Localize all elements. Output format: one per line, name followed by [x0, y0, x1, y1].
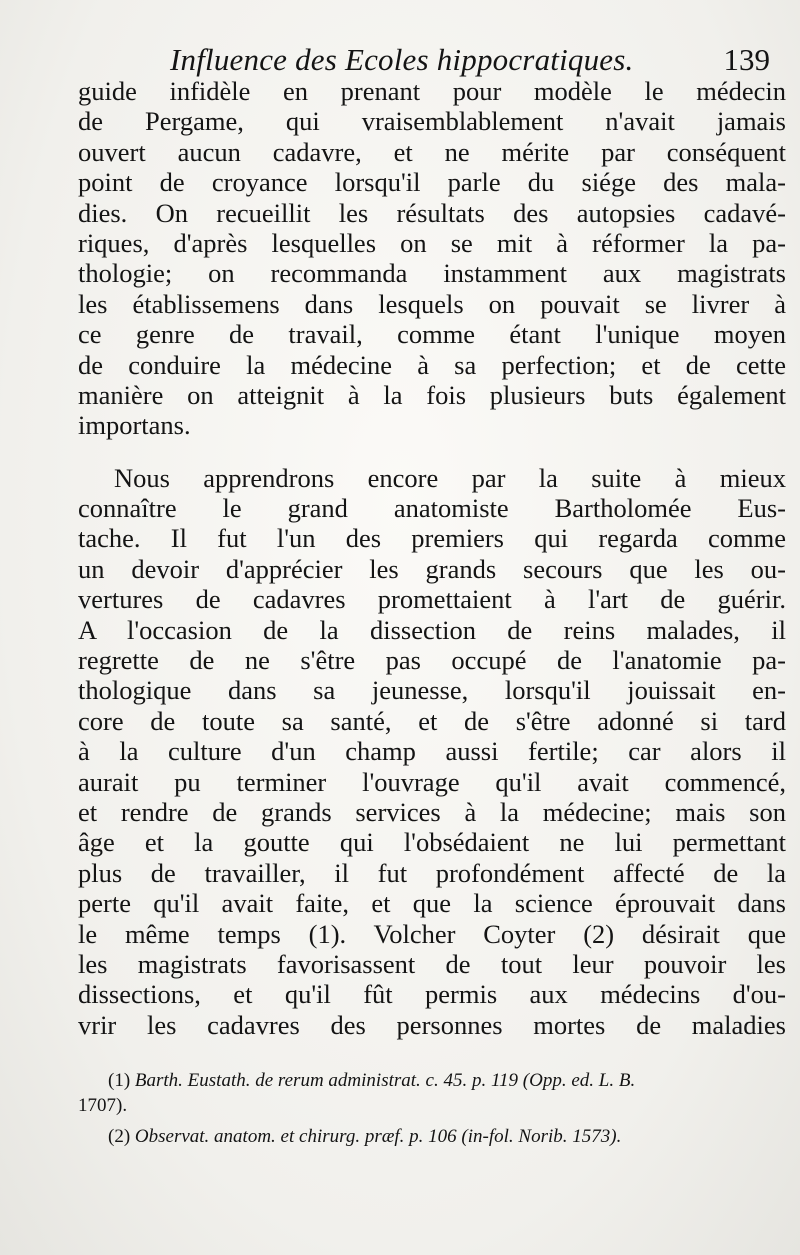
text-line: de Pergame, qui vraisemblablement n'avait jamais: [78, 106, 786, 137]
text-line: Nous apprendrons encore par la suite à mieux: [114, 462, 786, 493]
text-line: le même temps (1). Volcher Coyter (2) désirait que: [78, 918, 786, 949]
text-line: point de croyance lorsqu'il parle du siége des mala-: [78, 167, 786, 198]
text-line: thologie; on recommanda instamment aux magistrats: [78, 258, 786, 289]
text-line: A l'occasion de la dissection de reins malades, il: [78, 614, 786, 645]
footnote-marker: (2): [108, 1126, 131, 1147]
text-line: core de toute sa santé, et de s'être adonné si tard: [78, 705, 786, 736]
text-line: les établissemens dans lesquels on pouvait se livrer à: [78, 288, 786, 319]
text-line: vrir les cadavres des personnes mortes de maladies: [78, 1009, 786, 1040]
text-line: regrette de ne s'être pas occupé de l'anatomie pa-: [78, 645, 786, 676]
footnotes: [78, 1068, 768, 1149]
text-line: riques, d'après lesquelles on se mit à réformer la pa-: [78, 227, 786, 258]
footnote-text: Observat. anatom. et chirurg. præf. p. 106 (in-fol. Norib. 1573).: [134, 1126, 622, 1147]
footnote-1: [78, 1068, 768, 1093]
text-line: plus de travailler, il fut profondément affecté de la: [78, 857, 786, 888]
footnote-marker: (1): [108, 1070, 131, 1091]
page-number: 139: [723, 42, 770, 77]
footnote-2: [78, 1124, 768, 1149]
text-line: guide infidèle en prenant pour modèle le médecin: [78, 76, 786, 106]
text-line: ouvert aucun cadavre, et ne mérite par conséquent: [78, 136, 786, 167]
text-line: importans.: [78, 410, 191, 441]
text-line: tache. Il fut l'un des premiers qui regarda comme: [78, 523, 786, 554]
text-line: aurait pu terminer l'ouvrage qu'il avait commencé,: [78, 766, 786, 797]
text-line: perte qu'il avait faite, et que la science éprouvait dans: [78, 888, 786, 919]
text-line: à la culture d'un champ aussi fertile; car alors il: [78, 736, 786, 767]
footnote-1-continuation: 1707).: [78, 1095, 128, 1116]
text-line: manière on atteignit à la fois plusieurs buts également: [78, 379, 786, 410]
text-line: thologique dans sa jeunesse, lorsqu'il jouissait en-: [78, 675, 786, 706]
body-text: [78, 76, 786, 1040]
running-title: Influence des Ecoles hippocratiques.: [170, 42, 634, 77]
text-line: un devoir d'apprécier les grands secours que les ou-: [78, 553, 786, 584]
paragraph-1: [78, 76, 786, 441]
text-line: et rendre de grands services à la médecine; mais son: [78, 796, 786, 827]
text-line: connaître le grand anatomiste Bartholomée Eus-: [78, 493, 786, 524]
text-line: de conduire la médecine à sa perfection; et de cette: [78, 349, 786, 380]
text-line: dies. On recueillit les résultats des autopsies cadavé-: [78, 197, 786, 228]
paragraph-2: [78, 463, 786, 1040]
text-line: âge et la goutte qui l'obsédaient ne lui permettant: [78, 827, 786, 858]
text-line: ce genre de travail, comme étant l'unique moyen: [78, 319, 786, 350]
text-line: les magistrats favorisassent de tout leur pouvoir les: [78, 948, 786, 979]
paragraph-gap: [78, 441, 786, 463]
text-line: dissections, et qu'il fût permis aux médecins d'ou-: [78, 979, 786, 1010]
text-line: vertures de cadavres promettaient à l'art de guérir.: [78, 584, 786, 615]
footnote-text: Barth. Eustath. de rerum administrat. c. 45. p. 119 (Opp. ed. L. B.: [134, 1070, 636, 1091]
